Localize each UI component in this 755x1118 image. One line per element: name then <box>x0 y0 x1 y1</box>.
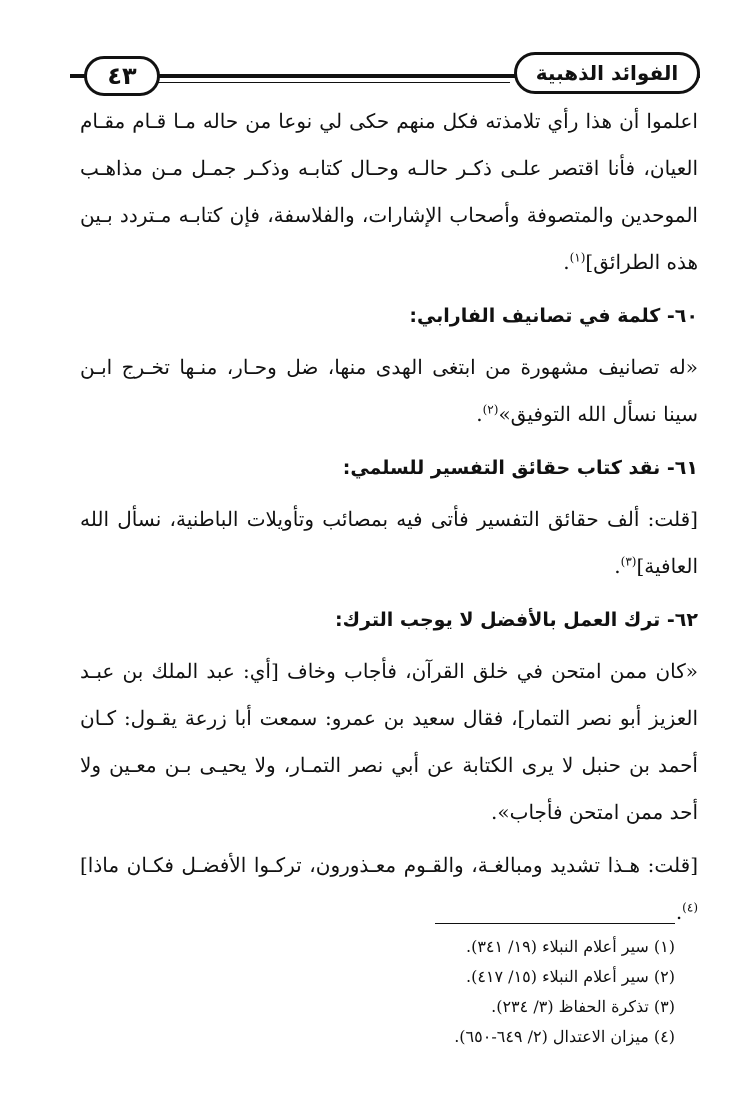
section-title-61: ٦١- نقد كتاب حقائق التفسير للسلمي: <box>342 457 698 479</box>
footnote-4: (٤) ميزان الاعتدال (٢/ ٦٤٩-٦٥٠). <box>454 1027 675 1046</box>
paragraph-2 <box>80 344 698 438</box>
paragraph-1-text: اعلموا أن هذا رأي تلامذته فكل منهم حكى لي نوعا من حاله مـا قـام مقـام العيان، فأنا اقتصر علـى ذكـر حالـه وحـال كتابـه وذكـر جمـل مـن مذاهـب الموحدين والمتصوفة وأصحاب الإشارات، والفلاسفة، فإن كتابـه مـتردد بـين هذه الطرائق] <box>80 109 698 274</box>
paragraph-3-end: . <box>614 554 621 578</box>
main-text <box>80 98 698 936</box>
page-header <box>70 40 700 90</box>
paragraph-4: «كان ممن امتحن في خلق القرآن، فأجاب وخاف [أي: عبد الملك بن عبـد العزيز أبو نصر التمار]، فقال سعيد بن عمرو: سمعت أبا زرعة يقـول: كـان أحمد بن حنبل لا يرى الكتابة عن أبي نصر التمـار، ولا يحيـى بـن معـين ولا أحد ممن امتحن فأجاب». <box>80 659 698 824</box>
paragraph-1-end: . <box>563 250 570 274</box>
footnote-2: (٢) سير أعلام النبلاء (١٥/ ٤١٧). <box>465 967 675 986</box>
paragraph-3-text: [قلت: ألف حقائق التفسير فأتى فيه بمصائب وتأويلات الباطنية، نسأل الله العافية] <box>80 507 698 578</box>
page-number: ٤٣ <box>84 56 160 96</box>
paragraph-2-end: . <box>476 402 483 426</box>
footnote-3: (٣) تذكرة الحفاظ (٣/ ٢٣٤). <box>491 997 675 1016</box>
paragraph-5 <box>80 842 698 936</box>
footnote-ref-3: (٣) <box>620 554 637 569</box>
footnote-separator <box>435 923 675 924</box>
header-rule-thin <box>130 82 510 83</box>
paragraph-1 <box>80 98 698 286</box>
paragraph-3 <box>80 496 698 590</box>
footnote-ref-1: (١) <box>569 250 586 265</box>
footnote-1: (١) سير أعلام النبلاء (١٩/ ٣٤١). <box>465 937 675 956</box>
paragraph-2-text: «له تصانيف مشهورة من ابتغى الهدى منها، ضل وحـار، منـها تخـرج ابـن سينا نسأل الله التوفيق» <box>80 355 698 426</box>
footnote-ref-2: (٢) <box>482 402 499 417</box>
section-title-60: ٦٠- كلمة في تصانيف الفارابي: <box>409 305 698 327</box>
paragraph-5-text: [قلت: هـذا تشديد ومبالغـة، والقـوم معـذورون، تركـوا الأفضـل فكـان ماذا] <box>80 853 698 877</box>
running-title: الفوائد الذهبية <box>514 52 700 94</box>
section-title-62: ٦٢- ترك العمل بالأفضل لا يوجب الترك: <box>335 609 698 631</box>
paragraph-5-end: . <box>675 900 683 924</box>
footnote-ref-4: (٤) <box>682 900 698 915</box>
footnotes <box>275 932 675 1052</box>
